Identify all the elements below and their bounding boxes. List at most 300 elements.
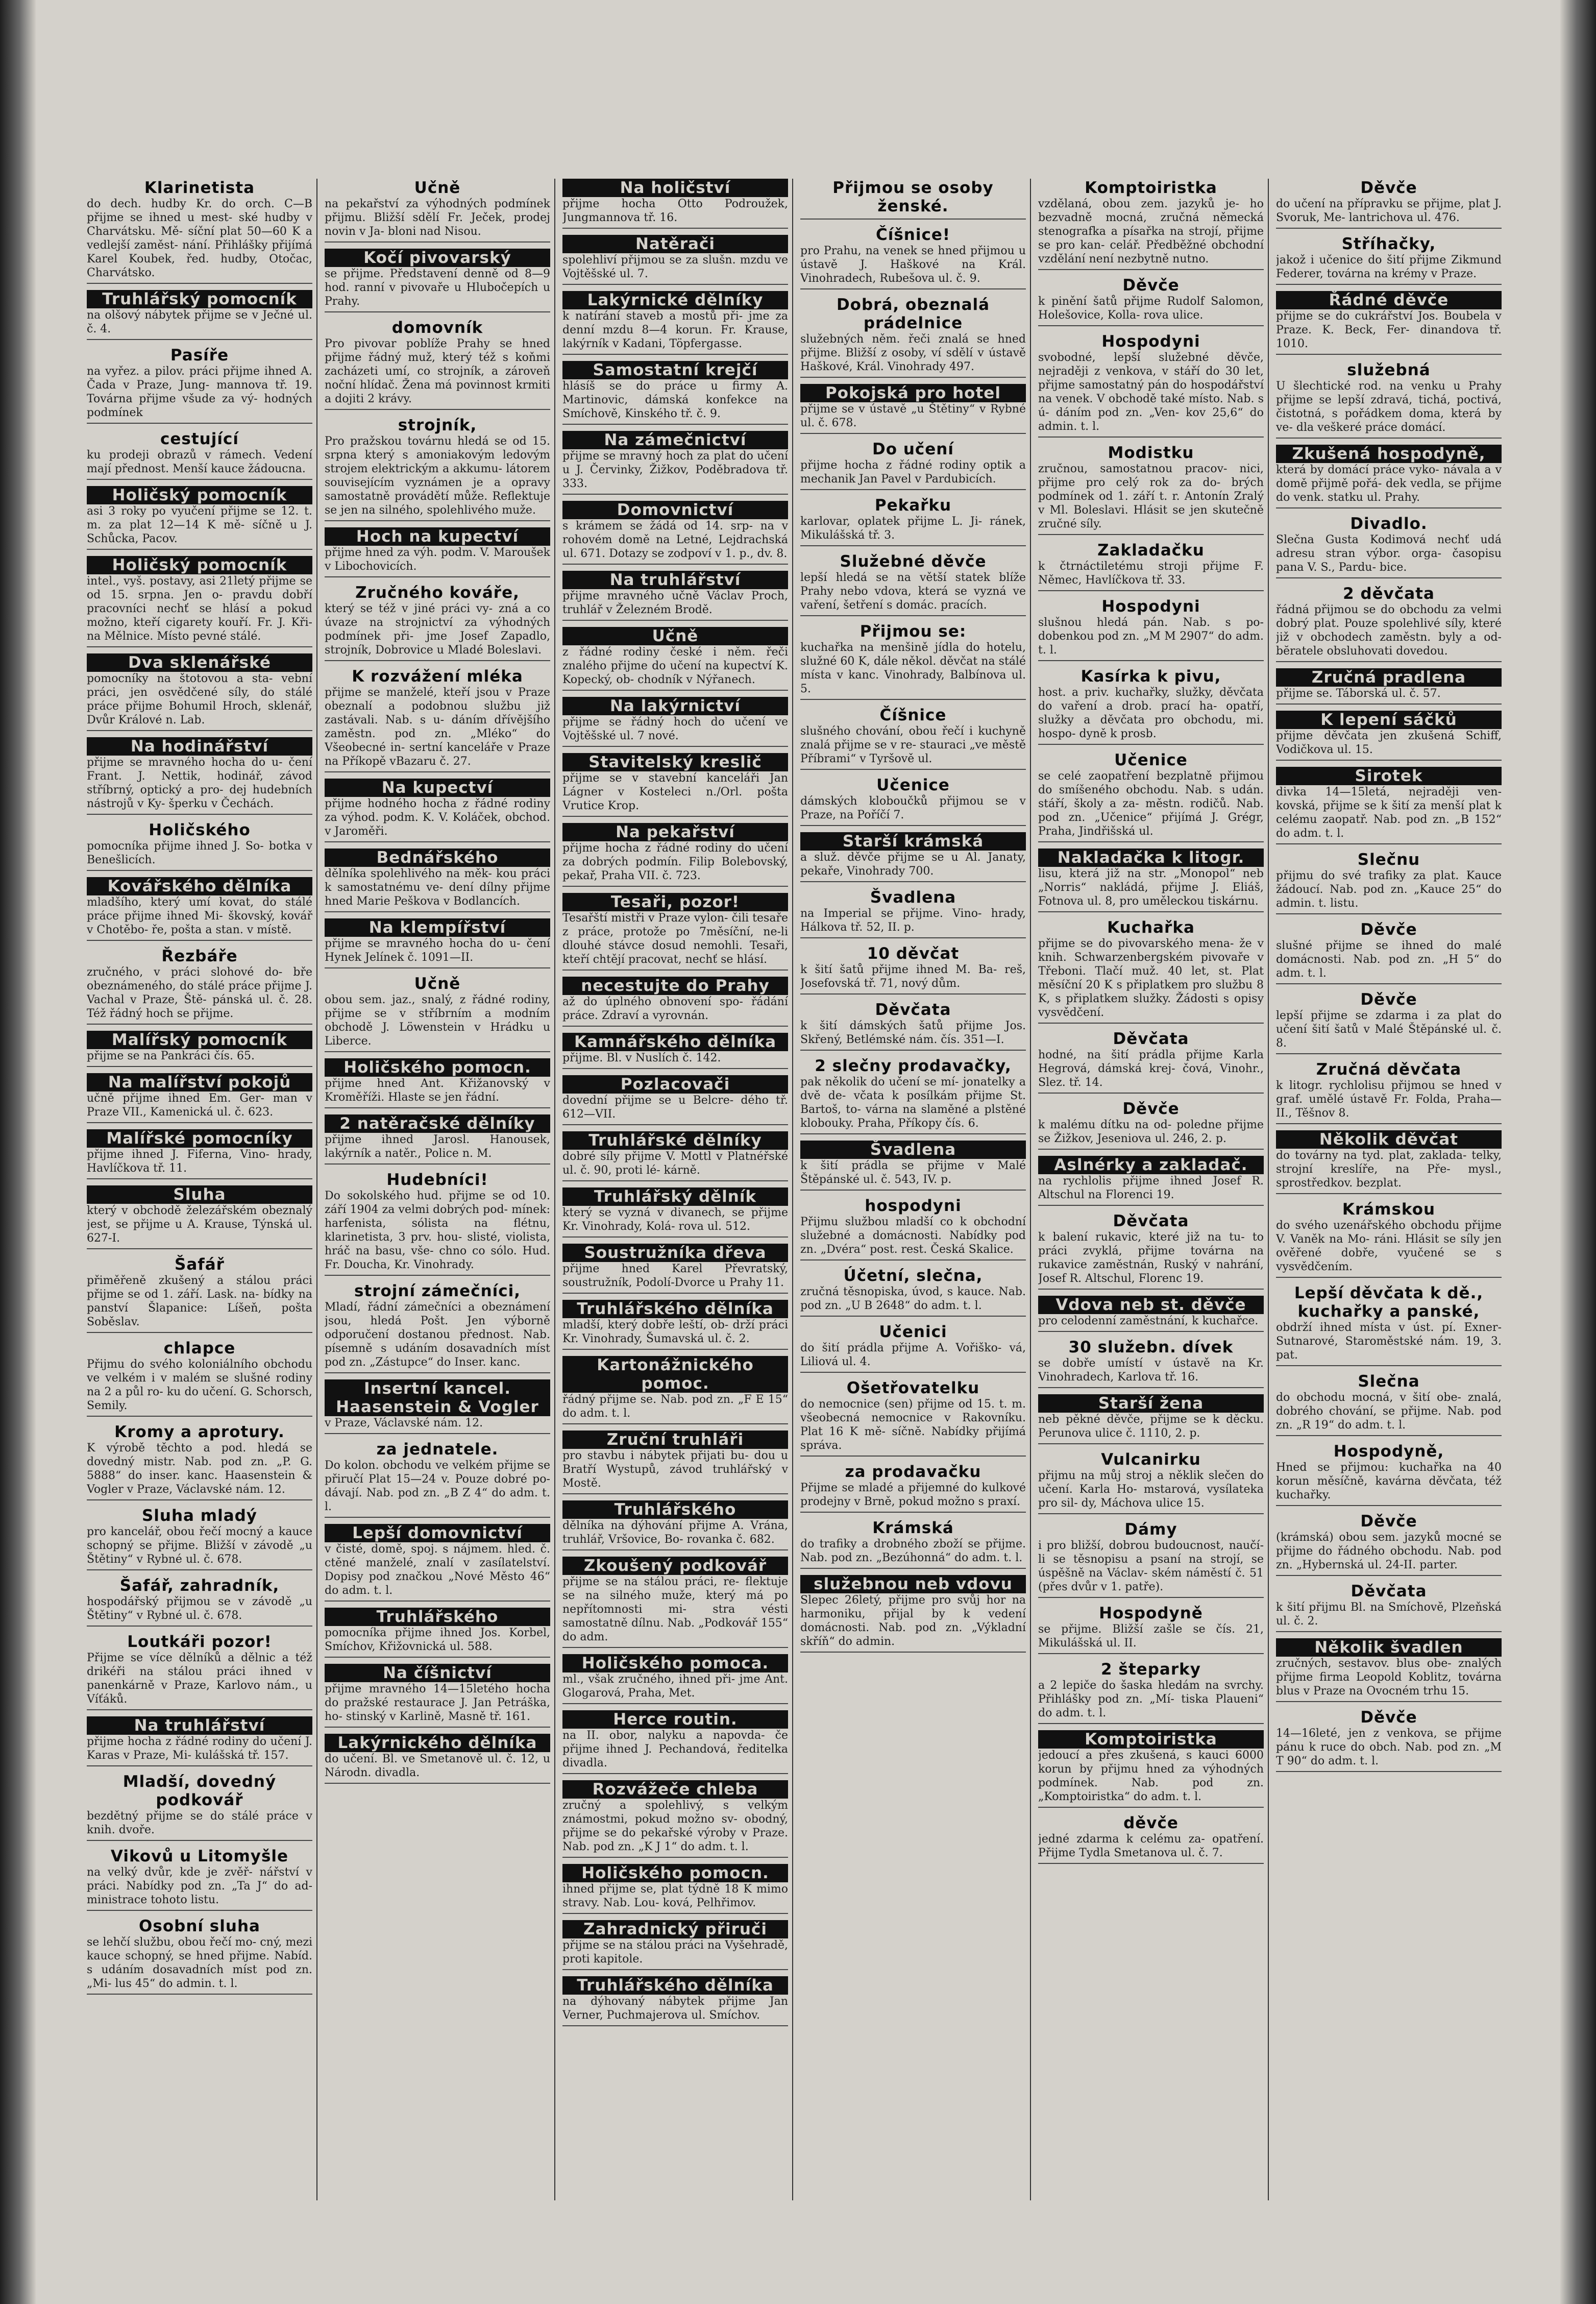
classified-ad	[87, 1716, 312, 1766]
ad-heading: Několik děvčat	[1276, 1130, 1502, 1149]
ad-text: lepší hledá se na větší statek blíže Prahy nebo vdova, která se vyzná ve vaření, šetření s domác. pracích.	[800, 571, 1026, 612]
ad-text: zručného, v práci slohové do- bře obeznámeného, do stálé práce přijme J. Vachal v Praze, Ště- pánská ul. č. 28. Též řádný hoch se přijme.	[87, 966, 312, 1020]
ad-text: slušnou hledá pán. Nab. s po- dobenkou pod zn. „M M 2907“ do adm. t. l.	[1038, 616, 1264, 657]
classified-ad	[562, 1075, 788, 1125]
classified-ad	[1038, 179, 1264, 270]
classified-ad	[562, 431, 788, 495]
classified-ad	[800, 179, 1026, 220]
ad-text: Přijmu do svého koloniálního obchodu ve velkém i v malém se slušné rodiny na 2 a půl ro- ku do učení. G. Schorsch, Semily.	[87, 1358, 312, 1412]
ad-heading: chlapce	[163, 1339, 236, 1357]
classified-ad	[87, 1339, 312, 1417]
ad-heading: Holičského pomocn.	[562, 1864, 788, 1882]
ad-heading: Na číšnictví	[325, 1664, 550, 1682]
classified-ad	[87, 947, 312, 1025]
ad-text: k pinění šatů přijme Rudolf Salomon, Holešovice, Kolla- rova ulice.	[1038, 295, 1264, 322]
ad-heading: Natěrači	[562, 235, 788, 253]
ad-text: se přijme. Představení denně od 8—9 hod. ranní v pivovaře u Hlubočepích u Prahy.	[325, 268, 550, 308]
ads-column	[562, 179, 793, 2200]
classified-ad	[87, 1073, 312, 1123]
ad-heading: Starší krámská	[800, 832, 1026, 851]
classified-ad	[1276, 291, 1502, 355]
classified-ad	[1276, 1130, 1502, 1194]
ad-heading: děvče	[1123, 1814, 1178, 1832]
ad-heading: Hudebníci!	[386, 1171, 488, 1189]
classified-ad	[562, 823, 788, 887]
ad-heading: Truhlářského	[562, 1500, 788, 1519]
ad-text: který se vyzná v divanech, se přijme Kr. Vinohrady, Kolá- rova ul. 512.	[562, 1206, 788, 1233]
ad-heading: Sirotek	[1276, 767, 1502, 785]
ad-heading: Holičského	[149, 821, 251, 839]
ad-heading: Rozvážeče chleba	[562, 1780, 788, 1799]
ad-text: vzdělaná, obou zem. jazyků je- ho bezvadně mocná, zručná německá stenografka a písařka na strojí, přijme se pro kan- celář. Předběžné obchodní vzdělání není nezbytně nutno.	[1038, 198, 1264, 265]
ad-heading: Na zámečnictví	[562, 431, 788, 449]
ad-text: Tesařští mistři v Praze vylon- čili tesaře z práce, protože po 7měsíční, ne-li dlouhé stávce dosud nemohli. Tesaři, kteří chtějí pracovat, nechť se hlásí.	[562, 912, 788, 966]
ad-text: přijme mravného 14—15letého hocha do pražské restaurace J. Jan Petráška, ho- stinský v Karlině, Masně tř. 161.	[325, 1683, 550, 1723]
ad-text: do dech. hudby Kr. do orch. C—B přijme se ihned u mest- ské hudby v Charvátsku. Mě- síční plat 50—60 K a vedlejší zaměst- nání. Přihlášky přijímá Karel Koubek, řed. hudby, Otočac, Charvátsko.	[87, 198, 312, 279]
ad-text: na velký dvůr, kde je zvěř- nářství v práci. Nabídky pod zn. „Ta J“ do ad- ministrace tohoto listu.	[87, 1866, 312, 1906]
ad-text: pro Prahu, na venek se hned přijmou u ústavě J. Haškové na Král. Vinohradech, Rubešova ul. č. 9.	[800, 245, 1026, 285]
ad-heading: Děvče	[1360, 1708, 1417, 1727]
ad-heading: Krámská	[872, 1519, 954, 1537]
ad-heading: Na malířství pokojů	[87, 1073, 312, 1092]
ad-heading: Krámskou	[1342, 1200, 1436, 1219]
ad-text: k balení rukavic, které již na tu- to práci zvyklá, přijme továrna na rukavice zaměstnán, Ruský v nahrání, Josef R. Altschul, Florenc 19.	[1038, 1231, 1264, 1285]
ad-heading: Sluha	[87, 1185, 312, 1204]
ad-heading: Na holičství	[562, 179, 788, 197]
ad-heading: služebná	[1347, 361, 1431, 379]
ad-text: hlásíš se do práce u firmy A. Martinovic, dámská konfekce na Smíchově, Kinského tř. č. 9.	[562, 380, 788, 420]
classified-ad	[800, 1575, 1026, 1653]
ad-heading: Hoch na kupectví	[325, 527, 550, 546]
ad-text: a 2 lepiče do šaska hledám na svrchy. Přihlášky pod zn. „Mí- tiska Plaueni“ do adm. t. l.	[1038, 1679, 1264, 1719]
ad-heading: Malířské pomocníky	[87, 1129, 312, 1148]
ad-text: pomocníky na štotovou a sta- vební práci, jen osvědčené síly, do stálé práce přijme Bohumil Hroch, sklenář, Dvůr Králové n. Lab.	[87, 672, 312, 726]
ad-text: přijme se mravného hocha do u- čení Hynek Jelínek č. 1091—II.	[325, 937, 550, 964]
ad-text: jakož i učenice do šití přijme Zikmund Federer, továrna na krémy v Praze.	[1276, 254, 1502, 280]
ad-heading: Šafář	[175, 1255, 225, 1274]
ad-text: pro stavbu i nábytek přijati bu- dou u Bratří Wystupů, závod truhlářský v Mostě.	[562, 1449, 788, 1490]
ad-text: hospodářský přijmou se v závodě „u Štětiny“ v Rybné ul. č. 678.	[87, 1595, 312, 1622]
ad-heading: Soustružníka dřeva	[562, 1244, 788, 1262]
classified-ad	[87, 290, 312, 340]
ad-text: dámských kloboučků přijmou se v Praze, na Poříčí 7.	[800, 795, 1026, 821]
classified-ad	[800, 888, 1026, 938]
classified-ad	[1276, 668, 1502, 705]
ad-heading: Sluha mladý	[141, 1507, 258, 1525]
scan-edge-left	[0, 0, 36, 2304]
classified-ad	[1276, 1060, 1502, 1124]
classified-ad	[800, 296, 1026, 378]
ad-text: jedoucí a přes zkušená, s kauci 6000 korun by přijmu hned za výhodných podmínek. Nab. pod zn. „Komptoiristka“ do adm. t. l.	[1038, 1749, 1264, 1803]
ad-heading: 2 natěračské dělníky	[325, 1114, 550, 1133]
ad-heading: Na truhlářství	[562, 571, 788, 589]
classified-ad	[87, 1633, 312, 1710]
ad-heading: Nakladačka k litogr.	[1038, 848, 1264, 867]
classified-ad	[1276, 179, 1502, 229]
classified-ad	[1276, 1582, 1502, 1632]
classified-ad	[325, 1171, 550, 1276]
ad-text: obou sem. jaz., snalý, z řádné rodiny, přijme se v stříbrním a modním obchodě J. Löwenstein v Hrádku u Liberce.	[325, 993, 550, 1048]
ad-text: přijme se na stálou práci na Vyšehradě, proti kapitole.	[562, 1939, 788, 1966]
classified-ad	[562, 1244, 788, 1294]
classified-ad	[87, 1423, 312, 1500]
ad-text: na Imperial se přijme. Vino- hrady, Hálkova tř. 52, II. p.	[800, 907, 1026, 934]
ad-heading: Tesaři, pozor!	[562, 893, 788, 911]
ad-text: na rychlolis přijme ihned Josef R. Altschul na Florenci 19.	[1038, 1175, 1264, 1201]
ad-heading: Na klempířství	[325, 918, 550, 937]
ad-text: Přijme se více dělníků a dělnic a též drikéři na stálou práci ihned v panenkárně v Praze, Karlovo nám., u Víťáků.	[87, 1652, 312, 1706]
ad-heading: Lepší domovnictví	[325, 1524, 550, 1542]
ad-heading: Samostatní krejčí	[562, 361, 788, 379]
ad-text: neb pěkné děvče, přijme se k děcku. Perunova ulice č. 1110, 2. p.	[1038, 1413, 1264, 1440]
classified-ad	[800, 706, 1026, 770]
ad-text: v Praze, Václavské nám. 12.	[325, 1417, 483, 1429]
classified-ad	[1276, 515, 1502, 578]
ad-heading: Holičského pomoca.	[562, 1654, 788, 1672]
ad-heading: Kuchařka	[1107, 918, 1195, 937]
ad-text: 14—16leté, jen z venkova, se přijme pánu k ruce do obch. Nab. pod zn. „M T 90“ do adm. t. l.	[1276, 1727, 1502, 1767]
ad-text: na dýhovaný nábytek přijme Jan Verner, Puchmajerova ul. Smíchov.	[562, 1995, 788, 2022]
classified-ad	[87, 737, 312, 815]
ad-heading: 30 služebn. dívek	[1068, 1338, 1234, 1356]
ad-text: se dobře umístí v ústavě na Kr. Vinohradech, Karlova tř. 16.	[1038, 1357, 1264, 1384]
ad-heading: Malířský pomocník	[87, 1031, 312, 1049]
ad-text: host. a priv. kuchařky, služky, děvčata do vaření a drob. prací ha- opatří, služky a děvčata pro obchodu, mi. hospo- dyně k prosb.	[1038, 686, 1264, 740]
ad-heading: Truhlářský dělník	[562, 1187, 788, 1206]
classified-ad	[1038, 848, 1264, 912]
ad-heading: Šafář, zahradník,	[119, 1577, 280, 1595]
classified-ad	[562, 361, 788, 425]
ad-heading: Zkoušený podkovář	[562, 1557, 788, 1575]
ad-heading: Dva sklenářské	[87, 653, 312, 672]
classified-ad	[1038, 667, 1264, 745]
classified-ad	[800, 1463, 1026, 1513]
ad-heading: Slečna	[1358, 1372, 1420, 1391]
ad-text: v čisté, domě, spoj. s nájmem. hled. č. ctěné manželé, znalí v zasílatelství. Dopisy pod značkou „Nové Město 46“ do adm. t. l.	[325, 1543, 550, 1597]
classified-ad	[1276, 851, 1502, 914]
ad-heading: K rozvážení mléka	[352, 667, 523, 686]
ad-text: přijme ihned J. Fiferna, Vino- hrady, Havlíčkova tř. 11.	[87, 1148, 312, 1175]
ad-heading: Děvče	[1360, 1512, 1417, 1531]
ad-heading: Zručná děvčata	[1316, 1060, 1462, 1079]
ad-text: obdrží ihned místa v úst. pí. Exner-Sutnarové, Staroměstské nám. 19, 3. pat.	[1276, 1321, 1502, 1362]
classified-ad	[1276, 361, 1502, 439]
classified-ad	[562, 1976, 788, 2026]
ad-text: přijme hocha z řádné rodiny do učení za dobrých podmín. Filip Bolebovský, pekař, Praha VII. č. 723.	[562, 842, 788, 882]
classified-ad	[87, 346, 312, 424]
classified-ad	[1276, 585, 1502, 662]
classified-ad	[800, 622, 1026, 700]
classified-ad	[325, 1524, 550, 1602]
classified-ad	[325, 918, 550, 968]
classified-ad	[1038, 1730, 1264, 1808]
ad-text: dovední přijme se u Belcre- dého tř. 612—VII.	[562, 1094, 788, 1121]
ad-heading: Učně	[414, 975, 461, 993]
classified-ad	[325, 319, 550, 410]
ad-heading: Učně	[562, 627, 788, 645]
classified-ad	[1038, 276, 1264, 326]
ad-heading: 2 slečny prodavačky,	[815, 1057, 1012, 1075]
classified-ad	[562, 501, 788, 565]
ad-heading: Na lakýrnictví	[562, 697, 788, 715]
ad-text: řádný přijme se. Nab. pod zn. „F E 15“ do adm. t. l.	[562, 1393, 788, 1420]
ad-text: slušného chování, obou řečí i kuchyně znalá přijme se v re- stauraci „ve městě Příbrami“ v Tyršově ul.	[800, 725, 1026, 765]
classified-ad	[1038, 1814, 1264, 1864]
classified-ad	[800, 440, 1026, 490]
ad-text: přijmu do své trafiky za plat. Kauce žádoucí. Nab. pod zn. „Kauce 25“ do admin. t. listu.	[1276, 869, 1502, 910]
ad-heading: Děvče	[1360, 990, 1417, 1009]
ad-text: lepší přijme se zdarma i za plat do učení šití šatů v Malé Štěpánské ul. č. 8.	[1276, 1009, 1502, 1050]
classified-ad	[562, 977, 788, 1027]
classified-ad	[325, 1058, 550, 1108]
classified-ad	[1276, 1200, 1502, 1278]
ad-text: přijme hocha z řádné rodiny optik a mechanik Jan Pavel v Pardubicích.	[800, 459, 1026, 486]
ad-text: Přijme se mladé a přijemné do kulkové prodejny v Brně, pokud možno s praxí.	[800, 1482, 1026, 1508]
ad-heading: Švadlena	[870, 888, 956, 907]
classified-ad	[87, 821, 312, 871]
classified-ad	[800, 1267, 1026, 1317]
classified-ad	[325, 1114, 550, 1165]
ad-text: pomocníka přijme ihned J. So- botka v Benešlicích.	[87, 840, 312, 866]
ad-text: k malému dítku na od- poledne přijme se Žižkov, Jeseniova ul. 246, 2. p.	[1038, 1119, 1264, 1145]
classified-ad	[1038, 444, 1264, 535]
classified-ad	[1038, 541, 1264, 591]
ad-heading: služebnou neb vdovu	[800, 1575, 1026, 1593]
ad-heading: Holičský pomocník	[87, 486, 312, 504]
ad-heading: Vdova neb st. děvče	[1038, 1296, 1264, 1314]
ad-heading: Účetní, slečna,	[843, 1267, 983, 1285]
ad-text: přijme ihned Jarosl. Hanousek, lakýrník a natěr., Police n. M.	[325, 1133, 550, 1160]
ad-text: přijme hned za výh. podm. V. Maroušek v Libochovicích.	[325, 546, 550, 573]
classified-ad	[87, 1577, 312, 1627]
classified-ad	[800, 1379, 1026, 1457]
ad-text: k šití prádla se přijme v Malé Štěpánské ul. č. 543, IV. p.	[800, 1159, 1026, 1186]
ad-heading: Zakladačku	[1097, 541, 1205, 560]
ad-heading: Zručná pradlena	[1276, 668, 1502, 687]
ad-text: do nemocnice (sen) přijme od 15. t. m. všeobecná nemocnice v Rakovníku. Plat 16 K mě- síčně. Nabídky přijímá správa.	[800, 1398, 1026, 1452]
ad-heading: Kočí pivovarský	[325, 249, 550, 267]
ad-text: se celé zaopatření bezplatně přijmou do smíšeného obchodu. Nab. s udán. stáří, školy a za- městn. rodičů. Nab. pod zn. „Učenice“ přijímá J. Grégr, Praha, Jindřišská ul.	[1038, 770, 1264, 838]
classified-ad	[562, 1430, 788, 1494]
ad-text: přijme se do cukrářství Jos. Boubela v Praze. K. Beck, Fer- dinandova tř. 1010.	[1276, 310, 1502, 350]
ad-text: přijme hocha Otto Podroužek, Jungmannova tř. 16.	[562, 198, 788, 224]
ad-text: zručnou, samostatnou pracov- nici, přijme pro celý rok za do- brých podmínek od 1. září t. r. Antonín Zralý v Ml. Boleslavi. Hlásit se jen skutečně zručné síly.	[1038, 463, 1264, 530]
ad-text: která by domácí práce vyko- návala a v domě přijmě pořá- dek vedla, se přijme do venk. statku ul. Prahy.	[1276, 464, 1502, 504]
classified-ad	[1038, 1604, 1264, 1654]
ad-text: na vyřez. a pilov. práci přijme ihned A. Čada v Praze, Jung- mannova tř. 19. Továrna přijme všude za vý- hodných podmínek	[87, 365, 312, 419]
classified-ad	[1038, 332, 1264, 438]
ad-text: do obchodu mocná, v šití obe- znalá, dobrého chování, se přijme. Nab. pod zn. „R 19“ do adm. t. l.	[1276, 1391, 1502, 1432]
ad-heading: Holičského pomocn.	[325, 1058, 550, 1077]
classified-ad	[1038, 1296, 1264, 1332]
ad-text: který se též v jiné práci vy- zná a co úvaze na strojnictví za výhodných podmínek při- jme Josef Zapadlo, strojník, Dobrovice u Mladé Boleslavi.	[325, 602, 550, 657]
classified-ad	[800, 1519, 1026, 1569]
classified-ad	[1038, 1520, 1264, 1598]
classified-ad	[800, 384, 1026, 434]
ad-text: mladšího, který umí kovat, do stálé práce přijme ihned Mi- škovský, kovář v Chotěbo- ře, pošta a stan. v místě.	[87, 896, 312, 936]
ad-heading: Lakýrnické dělníky	[562, 291, 788, 309]
ad-text: hodné, na šití prádla přijme Karla Hegrová, dámská krej- čová, Vinohr., Slez. tř. 14.	[1038, 1049, 1264, 1089]
classified-ad	[562, 1920, 788, 1970]
ad-heading: Osobní sluha	[139, 1917, 260, 1935]
ad-heading: Učně	[414, 179, 461, 197]
ad-text: s krámem se žádá od 14. srp- na v rohovém domě na Letné, Lejdrachská ul. 671. Dotazy se zodpoví v 1. p., dv. 8.	[562, 520, 788, 560]
ad-text: přijme se řádný hoch do učení ve Vojtěšské ul. 7 nové.	[562, 716, 788, 742]
classified-ad	[325, 527, 550, 577]
ad-heading: za jednatele.	[376, 1440, 499, 1459]
classified-ad	[562, 1654, 788, 1704]
ad-text: do šití prádla přijme A. Vořiško- vá, Liliová ul. 4.	[800, 1342, 1026, 1368]
ad-text: Slečna Gusta Kodimová nechť udá adresu stran výbor. orga- časopisu pana V. S., Pardu- bice.	[1276, 533, 1502, 574]
ad-text: přijme se manželé, kteří jsou v Praze obeznalí a podobnou službu již zastávali. Nab. s u- dáním dřívějšího zaměstn. pod zn. „Mléko“ do Všeobecné in- sertní kanceláře v Praze na Příkopě vBazaru č. 27.	[325, 686, 550, 768]
classified-ad	[562, 627, 788, 691]
ad-text: intel., vyš. postavy, asi 21letý přijme se od 15. srpna. Jen o- pravdu dobří pracovníci nechť se hlásí a pokud možno, kteří cigarety kouří. Fr. J. Kři- na Mělnice. Místo pevné stálé.	[87, 575, 312, 643]
ad-text: ku prodeji obrazů v rámech. Vedení mají přednost. Menší kauce žádoucna.	[87, 449, 312, 475]
ad-heading: Dobrá, obeznalá prádelnice	[836, 296, 990, 332]
ad-heading: Pozlacovači	[562, 1075, 788, 1094]
classified-ad	[800, 552, 1026, 616]
classified-ad	[800, 226, 1026, 289]
ad-text: karlovar, oplatek přijme L. Ji- ránek, Mikulášská tř. 3.	[800, 515, 1026, 542]
classified-ad	[562, 1131, 788, 1181]
classified-ad	[325, 779, 550, 842]
ad-text: přijme se v ústavě „u Štětiny“ v Rybné ul. č. 678.	[800, 403, 1026, 429]
ad-text: z řádné rodiny české i něm. řeči znalého přijme do učení na kupectví K. Kopecký, ob- chodník v Nýřanech.	[562, 646, 788, 686]
ad-text: přiměřeně zkušený a stálou práci přijme se od 1. září. Lask. na- bídky na panství Šlapanice: Líšeň, pošta Soběslav.	[87, 1274, 312, 1328]
ad-heading: 10 děvčat	[867, 944, 960, 963]
ad-heading: Hospodyně,	[1333, 1442, 1444, 1461]
classified-ad	[1038, 597, 1264, 661]
ad-text: bezdětný přijme se do stálé práce v knih. dvoře.	[87, 1810, 312, 1836]
classified-ad	[87, 653, 312, 731]
ad-heading: Klarinetista	[144, 179, 255, 197]
ad-text: přijme hned Karel Převratský, soustružník, Podolí-Dvorce u Prahy 11.	[562, 1263, 788, 1289]
ads-column	[800, 179, 1031, 2200]
ad-heading: Švadlena	[800, 1141, 1026, 1159]
ad-text: slušné přijme se ihned do malé domácnosti. Nab. pod zn. „H 5“ do adm. t. l.	[1276, 939, 1502, 980]
classified-ad	[1038, 1100, 1264, 1150]
ad-text: přijme. Bl. v Nuslích č. 142.	[562, 1052, 721, 1064]
ad-heading: Děvče	[1360, 179, 1417, 197]
classified-ad	[87, 1185, 312, 1249]
ad-heading: Domovnictví	[562, 501, 788, 519]
classified-ad	[87, 556, 312, 647]
ad-heading: Řezbáře	[161, 947, 238, 965]
ad-text: Do sokolského hud. přijme se od 10. září 1904 za velmi dobrých pod- mínek: harfenista, sólista na flétnu, klarinetista, 3 prv. hou- slisté, violista, hráč na basu, vše- chno co sólo. Hud. Fr. Doucha, Kr. Vinohrady.	[325, 1190, 550, 1271]
ad-text: do učení. Bl. ve Smetanově ul. č. 12, u Národn. divadla.	[325, 1753, 550, 1779]
ad-text: a služ. děvče přijme se u Al. Janaty, pekaře, Vinohrady 700.	[800, 851, 1026, 878]
ad-text: ml., však zručného, ihned při- jme Ant. Glogarová, Praha, Met.	[562, 1673, 788, 1700]
classified-ad	[1276, 1372, 1502, 1436]
ad-heading: Slečnu	[1357, 851, 1420, 869]
ad-heading: Aslnérky a zakladač.	[1038, 1156, 1264, 1174]
ad-heading: Služebné děvče	[840, 552, 987, 571]
classified-ad	[1038, 918, 1264, 1024]
ads-column	[1276, 179, 1506, 2200]
classified-ad	[1276, 990, 1502, 1054]
ad-text: přijme se v stavební kanceláři Jan Lágner v Kosteleci n./Orl. pošta Vrutice Krop.	[562, 772, 788, 812]
ad-text: do svého uzenářského obchodu přijme V. Vaněk na Mo- ráni. Hlásit se síly jen ověřené dobře, vyučené se s vysvědčením.	[1276, 1219, 1502, 1273]
ad-heading: Na truhlářství	[87, 1716, 312, 1735]
ad-text: se přijme. Bližší zašle se čís. 21, Mikulášská ul. II.	[1038, 1623, 1264, 1650]
ad-text: přijme se na stálou práci, re- flektuje se na silného muže, který má po nepřítomnosti mi- stra vésti samostatně dílnu. Nab. „Podkovář 155“ do adm.	[562, 1575, 788, 1643]
ad-text: U šlechtické rod. na venku u Prahy přijme se lepší zdravá, tichá, poctivá, čistotná, s pořádkem doma, která by ve- dla veškeré práce domácí.	[1276, 380, 1502, 434]
ad-text: do továrny na tyd. plat, zaklada- telky, strojní kreslíře, na Pře- mysl., sprostředkov. bezplat.	[1276, 1149, 1502, 1190]
ad-heading: Děvče	[1122, 276, 1180, 295]
ad-heading: Na kupectví	[325, 779, 550, 797]
ad-text: pro kancelář, obou řečí mocný a kauce schopný se přijme. Bližší v závodě „u Štětiny“ v Rybné ul. č. 678.	[87, 1525, 312, 1566]
ad-text: Přijmu službou mladší co k obchodní služebné a domácnosti. Nabídky pod zn. „Dvéra“ post. rest. Česká Skalice.	[800, 1216, 1026, 1256]
classified-ad	[800, 1141, 1026, 1191]
ad-heading: K lepení sáčků	[1276, 711, 1502, 729]
classified-ad	[1038, 1338, 1264, 1388]
ad-text: k šití šatů přijme ihned M. Ba- reš, Josefovská tř. 71, nový dům.	[800, 963, 1026, 990]
ad-text: pomocníka přijme ihned Jos. Korbel, Smíchov, Křižovnická ul. 588.	[325, 1627, 550, 1653]
ad-text: Pro pivovar poblíže Prahy se hned přijme řádný muž, který též s koňmi zacházeti umí, co strojník, a zároveň noční hlídač. Žena má povinnost krmiti a dojiti 2 krávy.	[325, 337, 550, 405]
classified-ad	[1276, 1284, 1502, 1366]
ad-text: asi 3 roky po vyučení přijme se 12. t. m. za plat 12—14 K mě- síčně u J. Schůcka, Pacov.	[87, 505, 312, 545]
ad-text: přijme se do pivovarského mena- že v knih. Schwarzenbergském pivovaře v Třeboni. Tlačí muž. 40 let, st. Plat měsíční 20 K s připlatkem pro službu 8 K, s připlatkem služky. Žádosti s opisy vysvědčení.	[1038, 937, 1264, 1019]
ad-text: přijme mravného učně Václav Proch, truhlář v Železném Brodě.	[562, 590, 788, 616]
ad-heading: Přijmou se osoby ženské.	[832, 179, 994, 215]
classified-ad	[562, 1356, 788, 1424]
ads-column	[1038, 179, 1269, 2200]
ad-heading: Stavitelský kreslič	[562, 753, 788, 771]
classified-ad	[562, 753, 788, 817]
ad-heading: Děvčata	[1351, 1582, 1427, 1600]
ad-heading: Komptoiristka	[1038, 1730, 1264, 1749]
ad-heading: Vulcanirku	[1101, 1450, 1201, 1469]
ad-heading: Přijmou se:	[860, 622, 967, 641]
classified-ad	[562, 235, 788, 285]
ad-heading: Komptoiristka	[1085, 179, 1217, 197]
ad-heading: Číšnice!	[875, 226, 951, 244]
classified-ad	[562, 1187, 788, 1238]
classified-ad	[325, 848, 550, 912]
ad-text: zručných, sestavov. blus obe- znalých přijme firma Leopold Koblitz, továrna blus v Praze na Ovocném trhu 15.	[1276, 1657, 1502, 1697]
ad-text: do trafiky a drobného zboží se přijme. Nab. pod zn. „Bezúhonná“ do adm. t. l.	[800, 1538, 1026, 1564]
classified-ad	[800, 944, 1026, 995]
ad-heading: Řádné děvče	[1276, 291, 1502, 309]
ad-heading: Pokojská pro hotel	[800, 384, 1026, 402]
classified-ad	[1276, 920, 1502, 984]
ad-text: dělníka na dýhování přijme A. Vrána, truhlář, Vršovice, Bo- rovanka č. 682.	[562, 1519, 788, 1546]
ad-text: dobré síly přijme V. Mottl v Platnéřské ul. č. 90, proti lé- kárně.	[562, 1150, 788, 1177]
classified-ad	[1038, 1156, 1264, 1206]
ad-text: k natírání staveb a mostů při- jme za denní mzdu 8—4 korun. Fr. Krause, lakýrník v Kadani, Töpfergasse.	[562, 310, 788, 350]
classified-ad	[1276, 711, 1502, 761]
ad-text: přijme hocha z řádné rodiny do učení J. Karas v Praze, Mi- kulášská tř. 157.	[87, 1735, 312, 1762]
classified-ad	[1038, 751, 1264, 842]
classified-ad	[800, 496, 1026, 546]
classified-ad	[562, 179, 788, 229]
ad-heading: Pekařku	[874, 496, 952, 515]
ad-heading: za prodavačku	[845, 1463, 981, 1481]
classified-ad	[800, 832, 1026, 882]
ad-text: řádná přijmou se do obchodu za velmi dobrý plat. Pouze spolehlivé síly, které již v obchodech zaměstn. byly a od- bĕratele obsluhovati dovedou.	[1276, 603, 1502, 658]
ad-heading: Stříhačky,	[1341, 235, 1436, 253]
classified-ad	[562, 1710, 788, 1774]
ad-heading: Kromy a aprotury.	[114, 1423, 285, 1441]
classified-ad	[87, 179, 312, 284]
classified-ad	[1276, 1442, 1502, 1506]
ad-text: jedné zdarma k celému za- opatření. Přijme Tydla Smetanova ul. č. 7.	[1038, 1833, 1264, 1859]
ad-heading: Starší žena	[1038, 1394, 1264, 1413]
ad-heading: Do učení	[872, 440, 954, 458]
ad-heading: Divadlo.	[1350, 515, 1428, 533]
ad-text: přijme hodného hocha z řádné rodiny za výhod. podm. K. V. Koláček, obchod. v Jaroměři.	[325, 797, 550, 838]
classified-ad	[87, 1031, 312, 1067]
